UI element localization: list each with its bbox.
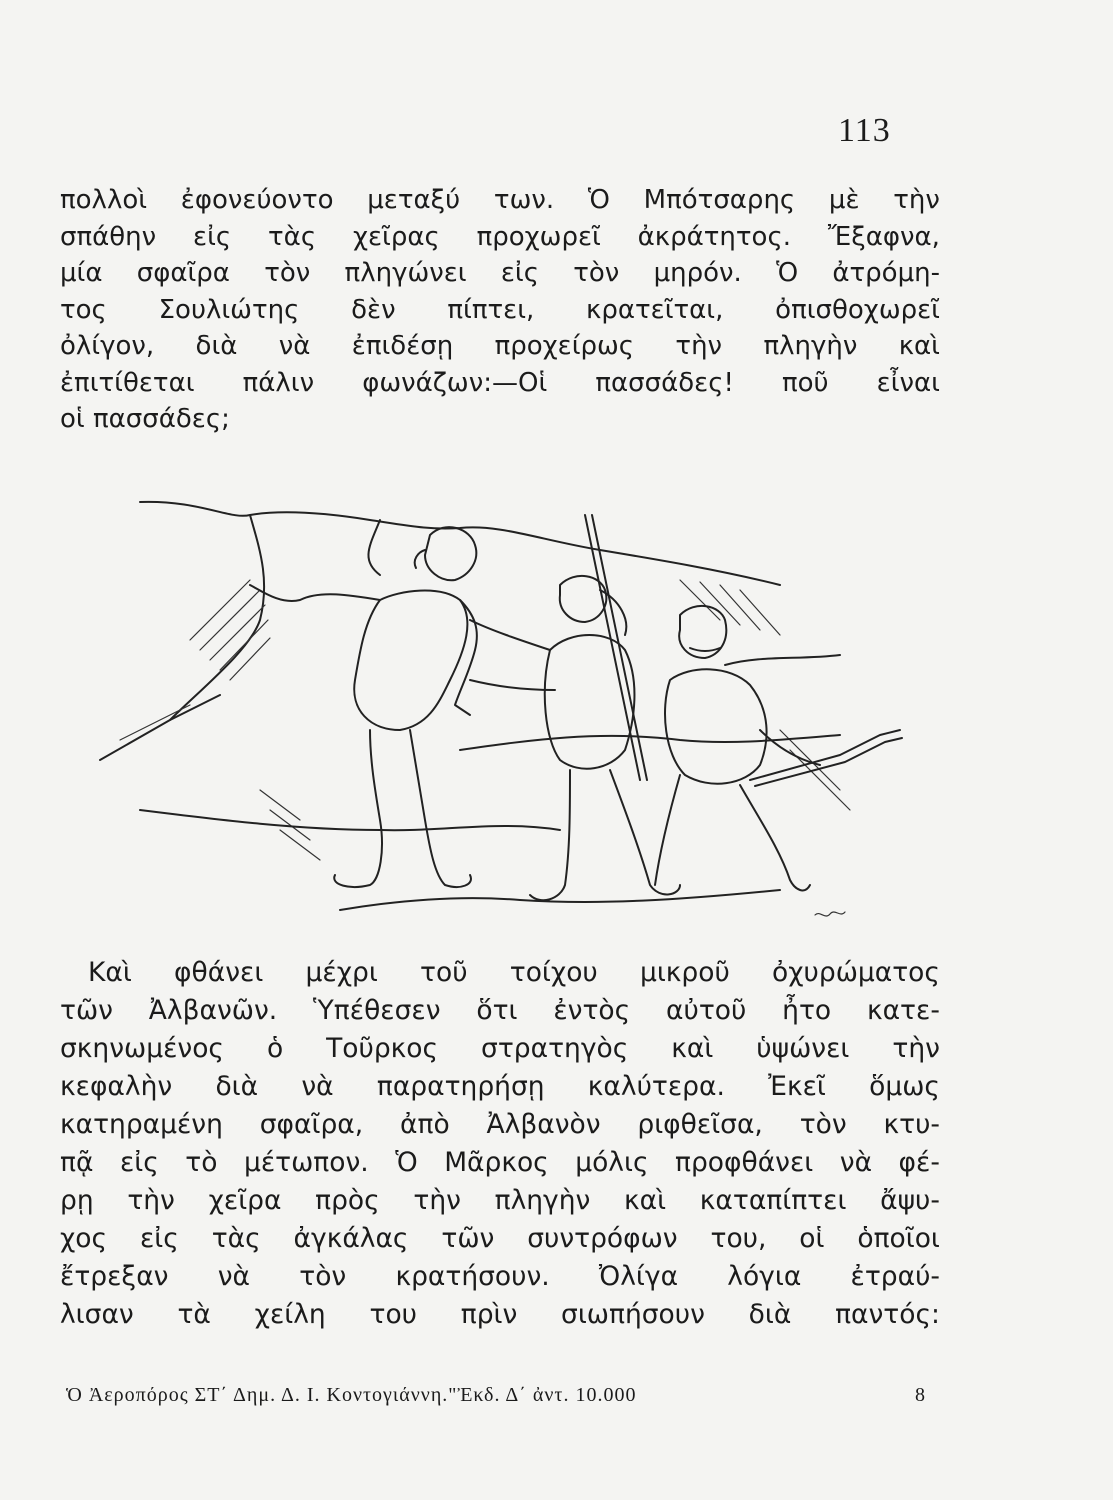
word: τοίχου	[509, 957, 598, 988]
word: προχωρεῖ	[476, 221, 601, 252]
word: κρατήσουν.	[395, 1261, 550, 1292]
word: πληγώνει	[344, 258, 467, 288]
text-line	[60, 182, 940, 219]
word: Ὀλίγα	[598, 1261, 679, 1292]
word: στρατηγὸς	[481, 1033, 629, 1064]
word: νὰ	[839, 1147, 873, 1178]
word: χείλη	[254, 1299, 326, 1330]
text-line	[60, 292, 940, 329]
word: πληγὴν	[763, 331, 858, 361]
word: κτυ-	[883, 1109, 940, 1140]
word: δὲν	[351, 294, 396, 325]
word: ποῦ	[781, 367, 829, 398]
word: καταπίπτει	[699, 1185, 847, 1216]
word: ὀπισθοχωρεῖ	[775, 294, 940, 325]
word: μεταξύ	[367, 185, 461, 215]
word: εἰς	[139, 1223, 179, 1254]
word: τοῦ	[420, 957, 468, 988]
word: φθάνει	[174, 957, 264, 988]
text-line	[60, 219, 940, 256]
word: σφαῖρα,	[259, 1109, 364, 1140]
word: τὸν	[264, 258, 311, 288]
word: Μᾶρκος	[444, 1147, 549, 1178]
word: ἀπὸ	[400, 1109, 450, 1140]
word: ἀκράτητος.	[637, 221, 791, 252]
word: πάλιν	[242, 367, 315, 398]
word: ὀλίγον,	[60, 331, 155, 361]
word: τὸν	[799, 1109, 847, 1140]
word: ἄψυ-	[880, 1185, 940, 1216]
word: πληγὴν	[494, 1185, 591, 1216]
word: πᾷ	[60, 1147, 94, 1178]
word: πίπτει,	[447, 294, 535, 325]
word: ἐντὸς	[553, 995, 631, 1026]
battle-illustration	[80, 490, 920, 940]
word: τος	[60, 294, 107, 325]
word: σπάθην	[60, 221, 157, 252]
word: μέχρι	[305, 957, 378, 988]
word: μηρόν.	[653, 258, 742, 288]
word: τῶν	[441, 1223, 495, 1254]
word: πρὸς	[315, 1185, 380, 1216]
word: Ἀλβανῶν.	[148, 995, 278, 1026]
text-line	[60, 1144, 940, 1182]
text-line	[60, 954, 940, 992]
text-line	[60, 1068, 940, 1106]
word: προφθάνει	[675, 1147, 814, 1178]
word: παντός:	[835, 1299, 940, 1330]
word: διὰ	[195, 331, 238, 361]
word: μία	[60, 258, 103, 288]
word: των.	[493, 185, 555, 215]
word: ἐπιδέσῃ	[351, 331, 454, 361]
word: διὰ	[748, 1299, 792, 1330]
text-line	[60, 1296, 940, 1334]
word: χος	[60, 1223, 108, 1254]
word: τὰ	[177, 1299, 211, 1330]
sketch-drawing	[80, 490, 920, 940]
word: ὑψώνει	[756, 1033, 850, 1064]
word: μέτωπον.	[243, 1147, 369, 1178]
word: ἐπιτίθεται	[60, 367, 195, 398]
word: σιωπήσουν	[561, 1299, 705, 1330]
word: κατηραμένη	[60, 1109, 223, 1140]
text-line	[60, 365, 940, 402]
word: ὅμως	[869, 1071, 940, 1102]
word: σφαῖρα	[136, 258, 230, 288]
word: εἶναι	[876, 367, 940, 398]
word: συντρόφων	[527, 1223, 678, 1254]
word: διὰ	[215, 1071, 259, 1102]
word: ἔτρεξαν	[60, 1261, 169, 1292]
word: Ἐκεῖ	[768, 1071, 826, 1102]
word: πασσάδες!	[595, 367, 734, 398]
word: ἐτραύ-	[850, 1261, 940, 1292]
word: φέ-	[898, 1147, 940, 1178]
word: νὰ	[301, 1071, 334, 1102]
word: τὸν	[299, 1261, 347, 1292]
word: ἦτο	[782, 995, 832, 1026]
word: Ὁ	[395, 1147, 418, 1178]
text-line	[60, 328, 940, 365]
word: ὁποῖοι	[857, 1223, 940, 1254]
word: κεφαλὴν	[60, 1071, 173, 1102]
word: Σουλιώτης	[158, 294, 300, 325]
text-line	[60, 1182, 940, 1220]
word: πολλοὶ	[60, 185, 148, 215]
text-line	[60, 1106, 940, 1144]
footer-imprint: Ὁ Ἀεροπόρος ΣΤ΄ Δημ. Δ. Ι. Κοντογιάννη."Ἐκδ. Δ΄ ἀντ. 10.000	[66, 1384, 637, 1406]
word: μικροῦ	[639, 957, 730, 988]
word: καλύτερα.	[587, 1071, 725, 1102]
word: καὶ	[898, 331, 940, 361]
word: τὴν	[127, 1185, 175, 1216]
word: προχείρως	[494, 331, 635, 361]
word: ὅτι	[476, 995, 518, 1026]
word: ρῃ	[60, 1185, 94, 1216]
text-line	[60, 992, 940, 1030]
word: αὐτοῦ	[666, 995, 747, 1026]
paragraph-2	[60, 954, 940, 1334]
word: τὴν	[892, 1033, 940, 1064]
word: Καὶ	[88, 957, 132, 988]
word: νὰ	[278, 331, 311, 361]
word: Ὑπέθεσεν	[313, 995, 441, 1026]
word: λισαν	[60, 1299, 134, 1330]
text-line: οἱ πασσάδες;	[60, 404, 230, 434]
word: σκηνωμένος	[60, 1033, 224, 1064]
word: Ὁ	[587, 185, 610, 215]
word: τὴν	[675, 331, 723, 361]
word: Ἔξαφνα,	[827, 221, 940, 252]
word: εἰς	[500, 258, 539, 288]
word: χεῖρας	[352, 221, 440, 252]
word: Ὁ	[776, 258, 799, 288]
word: τὰς	[268, 221, 317, 252]
signature-mark: 8	[915, 1384, 926, 1406]
word: εἰς	[193, 221, 232, 252]
word: λόγια	[727, 1261, 802, 1292]
word: καὶ	[671, 1033, 714, 1064]
word: νὰ	[217, 1261, 250, 1292]
word: τὴν	[893, 185, 940, 215]
paragraph-1	[60, 182, 940, 438]
word: οἱ	[799, 1223, 825, 1254]
word: Τοῦρκος	[326, 1033, 439, 1064]
word: ἐφονεύοντο	[180, 185, 334, 215]
page-number: 113	[838, 112, 891, 149]
word: τῶν	[60, 995, 113, 1026]
word: κατε-	[866, 995, 940, 1026]
text-line	[60, 1220, 940, 1258]
word: του,	[710, 1223, 767, 1254]
word: τὸν	[573, 258, 620, 288]
word: τὴν	[413, 1185, 461, 1216]
word: ἀτρόμη-	[832, 258, 940, 288]
word: Μπότσαρης	[643, 185, 796, 215]
word: παρατηρήσῃ	[376, 1071, 545, 1102]
word: μόλις	[575, 1147, 649, 1178]
word: ριφθεῖσα,	[637, 1109, 763, 1140]
word: καὶ	[624, 1185, 667, 1216]
word: ὁ	[266, 1033, 284, 1064]
word: τὰς	[211, 1223, 261, 1254]
word: ἀγκάλας	[293, 1223, 409, 1254]
word: μὲ	[828, 185, 860, 215]
word: κρατεῖται,	[586, 294, 724, 325]
word: του	[369, 1299, 417, 1330]
word: εἰς	[119, 1147, 159, 1178]
word: Ἀλβανὸν	[486, 1109, 601, 1140]
word: ὀχυρώματος	[772, 957, 940, 988]
text-line	[60, 255, 940, 292]
page-footer	[66, 1384, 926, 1407]
word: πρὶν	[460, 1299, 518, 1330]
word: τὸ	[185, 1147, 218, 1178]
word: χεῖρα	[208, 1185, 282, 1216]
word: φωνάζων:—Οἱ	[362, 367, 548, 398]
text-line	[60, 1030, 940, 1068]
text-line	[60, 1258, 940, 1296]
